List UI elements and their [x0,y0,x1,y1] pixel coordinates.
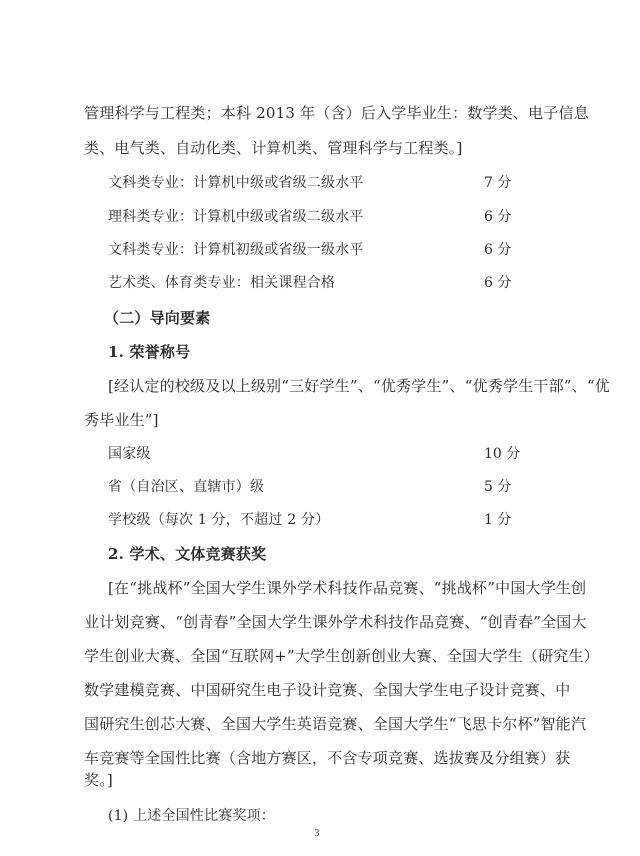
competitions-note-line-1: [在“挑战杯”全国大学生课外学术科技作品竞赛、“挑战杯”中国大学生创 [108,579,587,597]
honor-level-label-3: 学校级（每次 1 分，不超过 2 分） [108,512,330,528]
computer-level-label-4: 艺术类、体育类专业：相关课程合格 [108,275,336,291]
honors-note-line-2: 秀毕业生”] [84,411,159,429]
competitions-note-line-4: 数学建模竞赛、中国研究生电子设计竞赛、全国大学生电子设计竞赛、中 [84,681,571,699]
computer-level-score-3: 6 分 [484,242,512,258]
honor-level-score-1: 10 分 [484,446,521,462]
competitions-note-line-5: 国研究生创芯大赛、全国大学生英语竞赛、全国大学生“飞思卡尔杯”智能汽 [84,715,587,733]
computer-level-score-1: 7 分 [484,175,512,191]
computer-level-label-3: 文科类专业：计算机初级或省级一级水平 [108,242,364,258]
subsection-heading-honors: 1. 荣誉称号 [108,343,191,361]
intro-line-1: 管理科学与工程类；本科 2013 年（含）后入学毕业生：数学类、电子信息 [84,104,589,122]
honor-level-score-3: 1 分 [484,512,512,528]
subsection-heading-competitions: 2. 学术、文体竞赛获奖 [108,545,267,563]
computer-level-label-1: 文科类专业：计算机中级或省级二级水平 [108,175,364,191]
page-number: 3 [314,829,320,839]
competitions-note-line-6: 车竞赛等全国性比赛（含地方赛区，不含专项竞赛、选拔赛及分组赛）获 [84,749,571,767]
computer-level-score-4: 6 分 [484,275,512,291]
intro-line-2: 类、电气类、自动化类、计算机类、管理科学与工程类。] [84,139,463,157]
computer-level-label-2: 理科类专业：计算机中级或省级二级水平 [108,209,364,225]
computer-level-score-2: 6 分 [484,209,512,225]
competition-item-1: (1) 上述全国性比赛奖项： [108,808,276,824]
honor-level-score-2: 5 分 [484,479,512,495]
section-heading-guidance: （二）导向要素 [104,309,211,327]
honor-level-label-2: 省（自治区、直辖市）级 [108,479,265,495]
competitions-note-line-7: 奖。] [84,771,113,789]
honors-note-line-1: [经认定的校级及以上级别“三好学生”、“优秀学生”、“优秀学生干部”、“优 [108,377,610,395]
competitions-note-line-3: 学生创业大赛、全国“互联网+”大学生创新创业大赛、全国大学生（研究生） [84,647,599,665]
competitions-note-line-2: 业计划竞赛、“创青春”全国大学生课外学术科技作品竞赛、“创青春”全国大 [84,613,587,631]
honor-level-label-1: 国家级 [108,446,151,462]
